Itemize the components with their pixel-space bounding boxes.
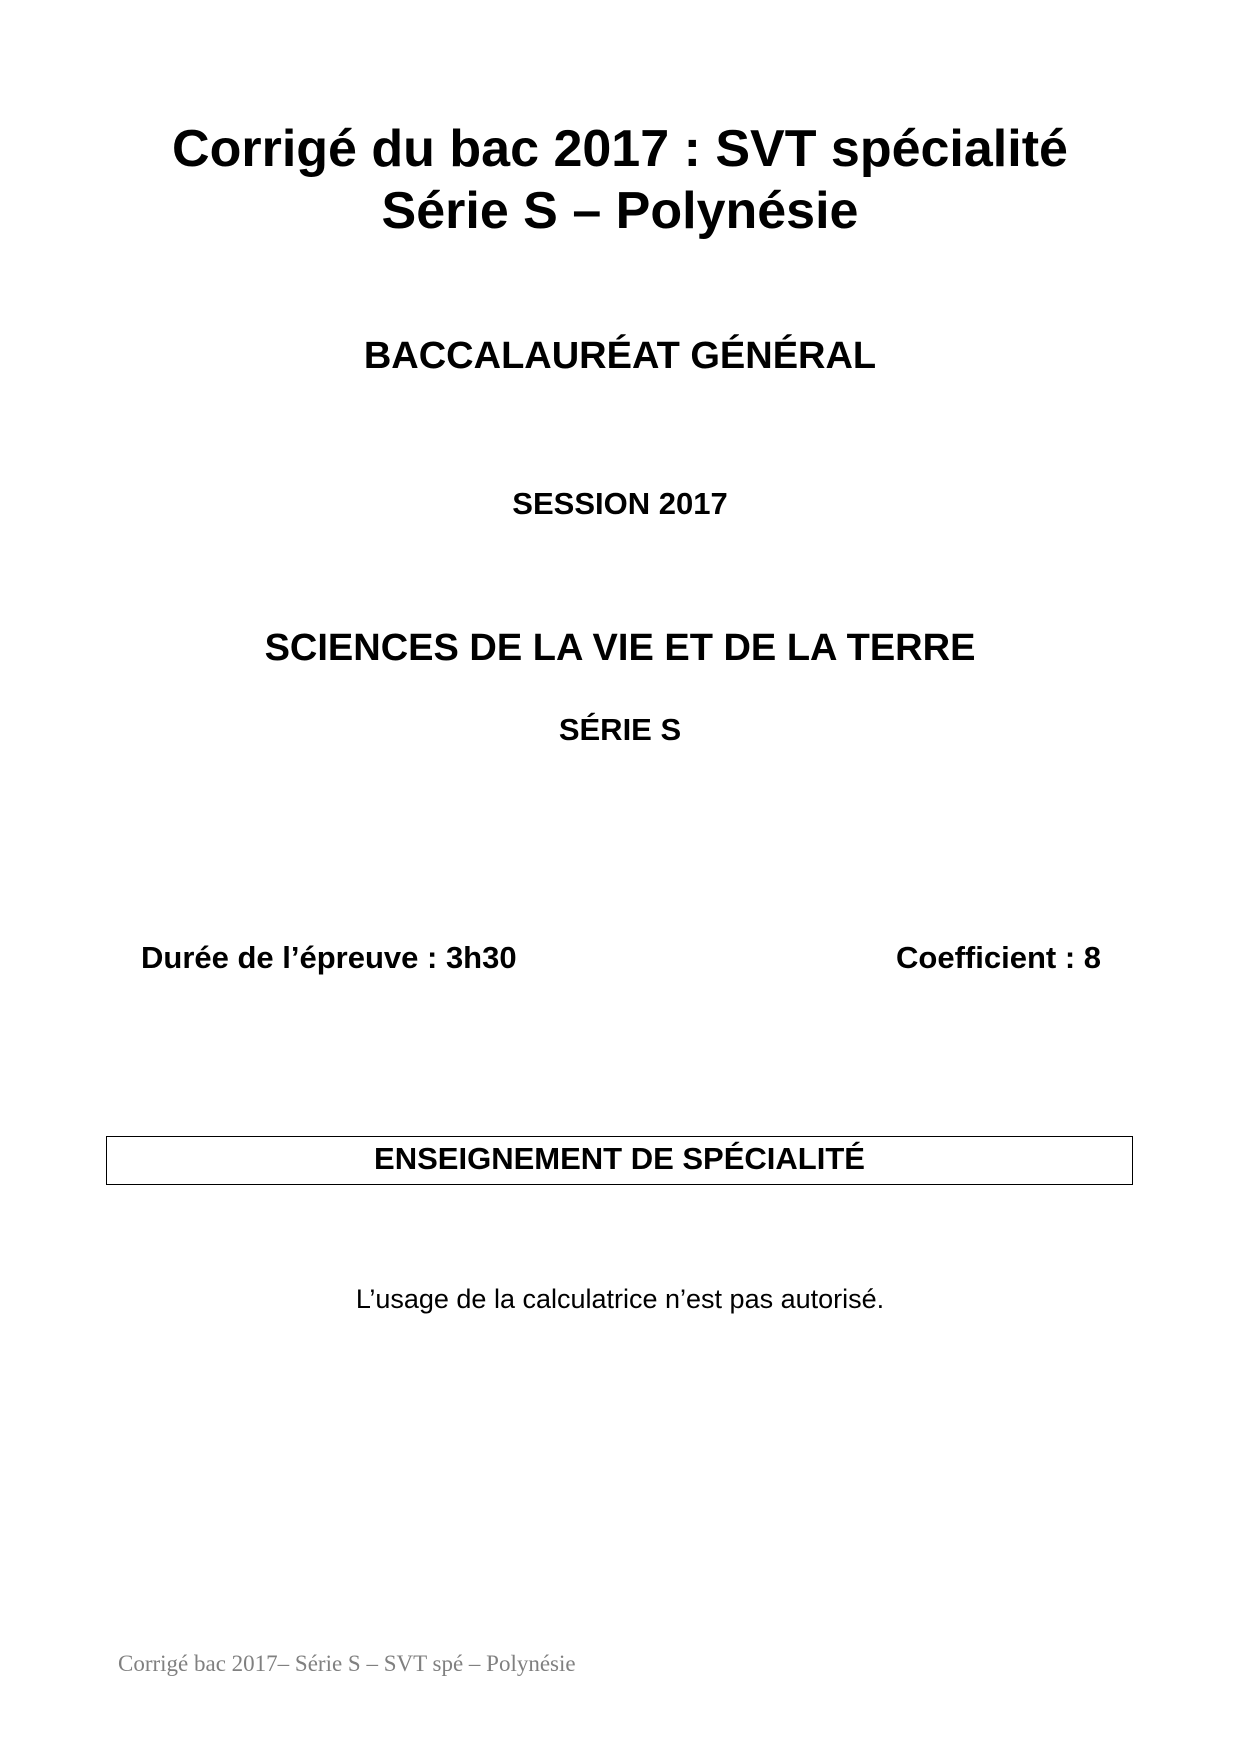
- diploma-heading: BACCALAURÉAT GÉNÉRAL: [363, 335, 877, 377]
- exam-coefficient: Coefficient : 8: [896, 940, 1101, 975]
- teaching-box: ENSEIGNEMENT DE SPÉCIALITÉ: [106, 1136, 1133, 1185]
- title-line-2: Série S – Polynésie: [381, 182, 859, 240]
- title-line-1: Corrigé du bac 2017 : SVT spécialité: [172, 120, 1068, 178]
- page-footer: Corrigé bac 2017– Série S – SVT spé – Polynésie: [118, 1651, 576, 1676]
- serie-heading: SÉRIE S: [558, 712, 682, 747]
- exam-duration: Durée de l’épreuve : 3h30: [141, 940, 517, 975]
- session-heading: SESSION 2017: [512, 486, 728, 521]
- calculator-note: L’usage de la calculatrice n’est pas autorisé.: [355, 1284, 885, 1314]
- page-title: [0, 118, 1240, 242]
- subject-heading: SCIENCES DE LA VIE ET DE LA TERRE: [264, 627, 976, 669]
